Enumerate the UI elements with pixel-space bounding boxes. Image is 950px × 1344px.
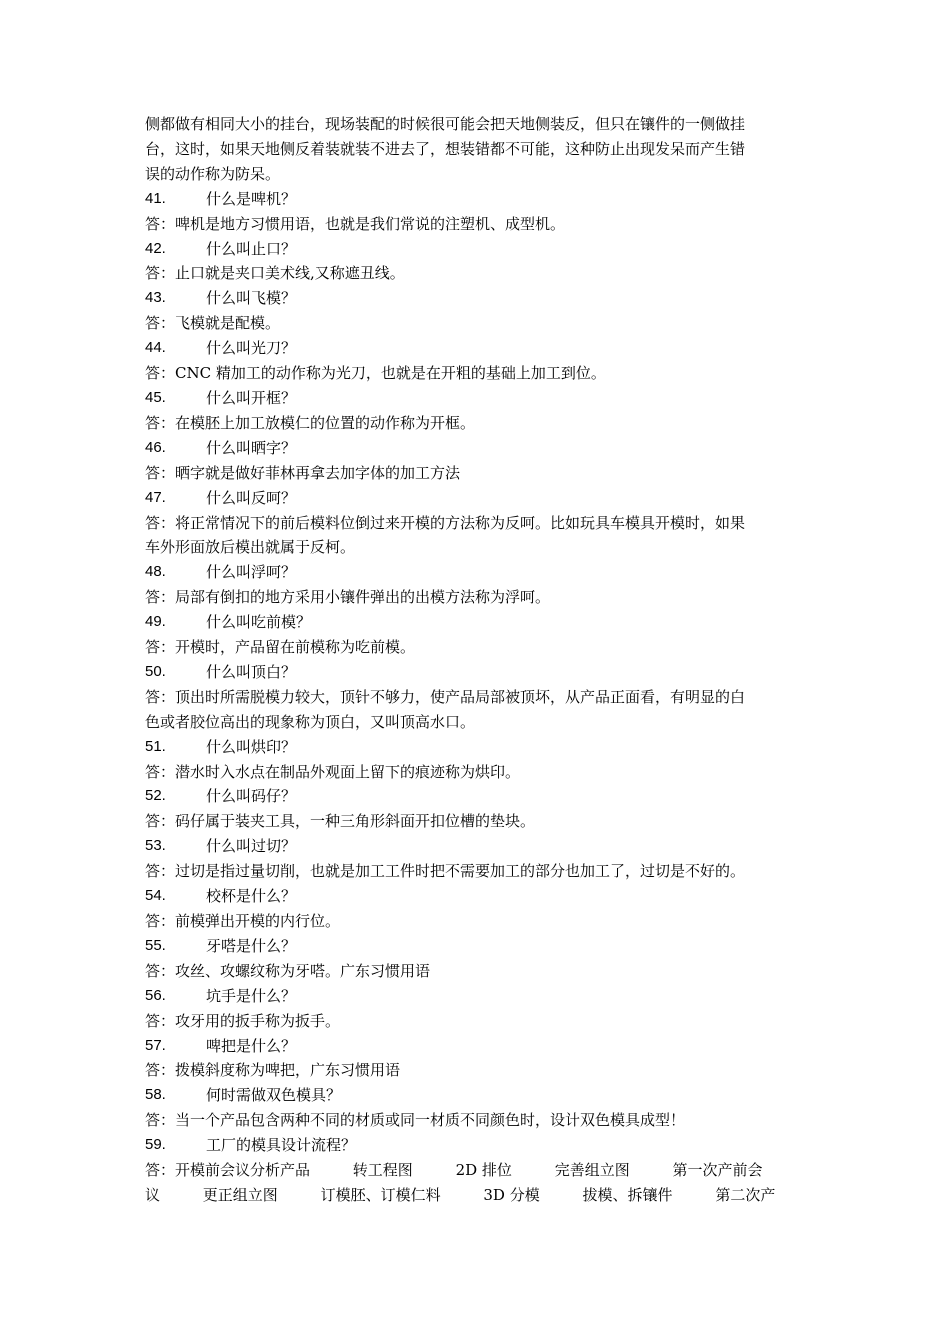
question-number: 52. [145,787,166,805]
flow-step: 议 [145,1185,161,1204]
design-flow [145,1158,810,1208]
question-number: 47. [145,488,166,506]
flow-step: 第二次产 [715,1185,776,1204]
flow-step: 更正组立图 [202,1185,278,1204]
question-number: 45. [145,388,166,406]
question-text: 啤把是什么？ [206,1036,297,1055]
question-line [145,436,810,461]
answer-line: 答：啤机是地方习惯用语，也就是我们常说的注塑机、成型机。 [145,214,566,233]
flow-step: 2D 排位 [455,1161,512,1180]
question-text: 什么叫码仔？ [206,787,297,806]
answer-line: 答：开模时，产品留在前模称为吃前模。 [145,638,416,657]
question-text: 坑手是什么？ [206,986,297,1005]
intro-line: 误的动作称为防呆。 [145,164,281,183]
question-number: 55. [145,936,166,954]
question-text: 什么是啤机？ [206,189,297,208]
question-line [145,1133,810,1158]
question-number: 56. [145,986,166,1004]
question-line [145,610,810,635]
flow-step: 第一次产前会 [672,1161,763,1180]
answer-line: 车外形面放后模出就属于反柯。 [145,538,356,557]
flow-step: 完善组立图 [554,1161,630,1180]
answer-line: 答：前模弹出开模的内行位。 [145,912,341,930]
question-text: 什么叫过切？ [206,837,297,856]
answer-line: 答：拨模斜度称为啤把，广东习惯用语 [145,1061,401,1080]
question-number: 51. [145,737,166,755]
question-number: 43. [145,289,166,307]
question-text: 什么叫浮呵？ [206,563,297,582]
question-line [145,834,810,859]
question-line [145,187,810,212]
answer-line: 答：顶出时所需脱模力较大，顶针不够力，使产品局部被顶坏，从产品正面看，有明显的白 [145,687,746,706]
question-number: 54. [145,887,166,905]
question-line [145,386,810,411]
question-number: 57. [145,1036,166,1054]
question-text: 校杯是什么？ [206,887,297,906]
question-number: 59. [145,1136,166,1154]
question-number: 41. [145,189,166,207]
flow-step: 订模胚、订模仁料 [320,1185,441,1204]
intro-line: 台，这时，如果天地侧反着装就装不进去了，想装错都不可能，这种防止出现发呆而产生错 [145,139,746,158]
answer-line: 答：攻丝、攻螺纹称为牙嗒。广东习惯用语 [145,961,431,980]
question-text: 什么叫反呵？ [206,488,297,507]
answer-line: 答：晒字就是做好菲林再拿去加字体的加工方法 [145,463,461,482]
question-text: 什么叫开框？ [206,388,297,407]
question-number: 49. [145,613,166,631]
question-line [145,660,810,685]
question-text: 什么叫止口？ [206,239,297,258]
question-number: 50. [145,662,166,680]
question-text: 什么叫飞模？ [206,289,297,308]
flow-line-1 [145,1158,810,1183]
answer-line: 答：止口就是夹口美术线,又称遮丑线。 [145,264,405,283]
flow-line-2 [145,1183,810,1208]
answer-line: 答：潜水时入水点在制品外观面上留下的痕迹称为烘印。 [145,762,521,781]
question-line [145,336,810,361]
question-line [145,984,810,1009]
answer-line: 答：攻牙用的扳手称为扳手。 [145,1011,341,1030]
answer-line: 答：CNC 精加工的动作称为光刀，也就是在开粗的基础上加工到位。 [145,364,606,383]
question-number: 48. [145,563,166,581]
question-line [145,1034,810,1059]
question-text: 牙嗒是什么？ [206,936,297,955]
answer-line: 答：过切是指过量切削，也就是加工工件时把不需要加工的部分也加工了，过切是不好的。 [145,862,746,881]
question-line [145,1083,810,1108]
question-line [145,486,810,511]
document-page [145,112,810,1208]
flow-step: 答：开模前会议分析产品 [145,1161,311,1180]
question-text: 何时需做双色模具？ [206,1086,342,1105]
question-line [145,784,810,809]
answer-line: 答：局部有倒扣的地方采用小镶件弹出的出模方法称为浮呵。 [145,588,551,607]
question-text: 什么叫光刀？ [206,339,297,358]
question-line [145,560,810,585]
answer-line: 色或者胶位高出的现象称为顶白，又叫顶高水口。 [145,712,476,731]
flow-step: 3D 分模 [483,1185,540,1204]
question-line [145,286,810,311]
question-line [145,237,810,262]
answer-line: 答：飞模就是配模。 [145,314,281,333]
question-line [145,884,810,909]
intro-paragraph [145,112,810,187]
question-number: 53. [145,837,166,855]
answer-line: 答：将正常情况下的前后模料位倒过来开模的方法称为反呵。比如玩具车模具开模时，如果 [145,513,746,532]
question-text: 什么叫晒字？ [206,438,297,457]
question-number: 46. [145,438,166,456]
question-text: 什么叫吃前模？ [206,613,312,632]
question-number: 42. [145,239,166,257]
answer-line: 答：在模胚上加工放模仁的位置的动作称为开框。 [145,413,476,432]
question-line [145,934,810,959]
flow-step: 拔模、拆镶件 [582,1185,673,1204]
flow-step: 转工程图 [352,1161,413,1180]
qa-list [145,187,810,1158]
question-text: 工厂的模具设计流程？ [206,1136,357,1155]
question-line [145,735,810,760]
question-text: 什么叫烘印？ [206,737,297,756]
question-number: 44. [145,339,166,357]
question-number: 58. [145,1086,166,1104]
answer-line: 答：码仔属于装夹工具，一种三角形斜面开扣位槽的垫块。 [145,812,536,831]
answer-line: 答：当一个产品包含两种不同的材质或同一材质不同颜色时，设计双色模具成型！ [145,1111,686,1130]
intro-line: 侧都做有相同大小的挂台，现场装配的时候很可能会把天地侧装反，但只在镶件的一侧做挂 [145,115,746,133]
question-text: 什么叫顶白？ [206,662,297,681]
